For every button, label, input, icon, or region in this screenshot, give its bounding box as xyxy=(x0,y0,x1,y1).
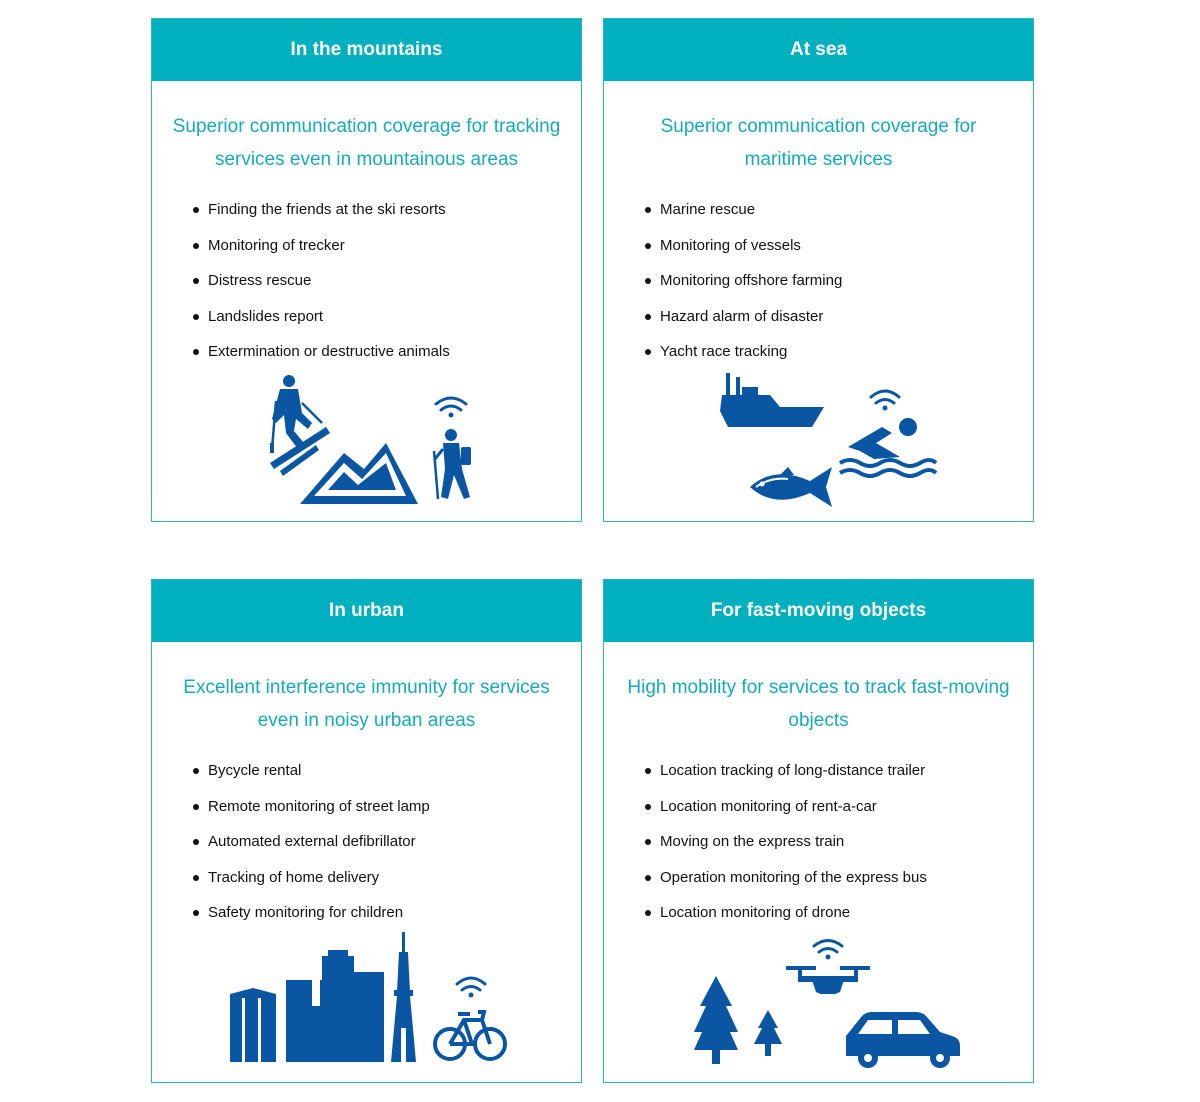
ship-icon xyxy=(720,373,824,427)
list-item: Monitoring offshore farming xyxy=(644,263,1033,299)
card-subtitle: Superior communication coverage for maritime services xyxy=(660,116,977,170)
feature-list xyxy=(152,192,581,370)
car-icon xyxy=(846,1012,960,1068)
card-mountains xyxy=(151,18,582,522)
buildings-icon xyxy=(230,950,384,1062)
feature-list xyxy=(152,753,581,931)
card-title: In urban xyxy=(152,580,581,642)
list-item: Finding the friends at the ski resorts xyxy=(192,192,581,228)
list-item: Location monitoring of drone xyxy=(644,895,1033,931)
tower-icon xyxy=(391,932,416,1062)
drone-icon xyxy=(786,966,870,998)
mountains-illustration xyxy=(152,371,581,521)
list-item: Extermination or destructive animals xyxy=(192,334,581,370)
card-sea xyxy=(603,18,1034,522)
wifi-icon xyxy=(871,391,899,411)
list-item: Tracking of home delivery xyxy=(192,860,581,896)
list-item: Distress rescue xyxy=(192,263,581,299)
card-title: In the mountains xyxy=(152,19,581,81)
feature-list xyxy=(604,753,1033,931)
card-fast-moving xyxy=(603,579,1034,1083)
list-item: Location monitoring of rent-a-car xyxy=(644,789,1033,825)
tree-icon xyxy=(694,976,782,1064)
list-item: Marine rescue xyxy=(644,192,1033,228)
card-title: At sea xyxy=(604,19,1033,81)
fast-moving-illustration xyxy=(604,932,1033,1082)
list-item: Landslides report xyxy=(192,299,581,335)
list-item: Monitoring of trecker xyxy=(192,228,581,264)
list-item: Hazard alarm of disaster xyxy=(644,299,1033,335)
bicycle-icon xyxy=(435,1012,505,1059)
mountain-icon xyxy=(300,443,418,504)
list-item: Remote monitoring of street lamp xyxy=(192,789,581,825)
list-item: Safety monitoring for children xyxy=(192,895,581,931)
list-item: Location tracking of long-distance trailer xyxy=(644,753,1033,789)
card-subtitle: Superior communication coverage for tracking services even in mountainous areas xyxy=(172,116,561,170)
card-urban xyxy=(151,579,582,1083)
list-item: Automated external defibrillator xyxy=(192,824,581,860)
wifi-icon xyxy=(457,978,485,998)
hiker-icon xyxy=(434,429,471,499)
card-title: For fast-moving objects xyxy=(604,580,1033,642)
card-subtitle: High mobility for services to track fast-moving objects xyxy=(627,677,1010,731)
list-item: Monitoring of vessels xyxy=(644,228,1033,264)
urban-illustration xyxy=(152,932,581,1082)
list-item: Moving on the express train xyxy=(644,824,1033,860)
list-item: Bycycle rental xyxy=(192,753,581,789)
list-item: Yacht race tracking xyxy=(644,334,1033,370)
skier-icon xyxy=(270,375,330,476)
sea-illustration xyxy=(604,371,1033,521)
feature-list xyxy=(604,192,1033,370)
fish-icon xyxy=(750,467,832,507)
card-subtitle: Excellent interference immunity for services even in noisy urban areas xyxy=(183,677,550,731)
wifi-icon xyxy=(814,941,842,960)
wifi-icon xyxy=(436,398,466,418)
swimmer-icon xyxy=(840,418,936,476)
list-item: Operation monitoring of the express bus xyxy=(644,860,1033,896)
